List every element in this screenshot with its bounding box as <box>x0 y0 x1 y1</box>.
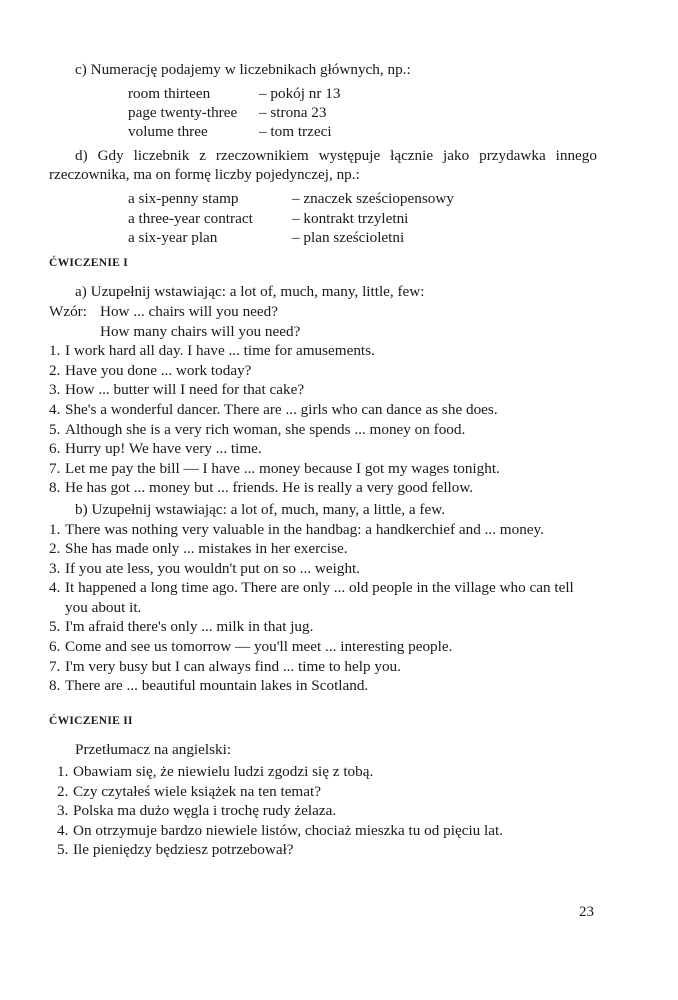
example-en: a six-penny stamp <box>128 190 239 207</box>
exercise-2-instruction: Przetłumacz na angielski: <box>75 741 232 759</box>
list-item <box>49 380 597 400</box>
list-item <box>57 762 597 782</box>
list-item <box>57 821 597 841</box>
exercise-1b-list <box>49 520 597 696</box>
section-c-examples <box>128 84 597 142</box>
item-number: 3. <box>49 559 61 577</box>
list-item <box>49 420 597 440</box>
item-number: 1. <box>49 520 61 538</box>
list-item <box>49 520 597 540</box>
list-item <box>49 478 597 498</box>
example-row <box>128 122 597 141</box>
item-text: He has got ... money but ... friends. He is really a very good fellow. <box>65 479 474 497</box>
exercise-1a-list <box>49 341 597 498</box>
item-number: 4. <box>49 579 61 597</box>
list-item <box>49 578 597 617</box>
item-text: She's a wonderful dancer. There are ... girls who can dance as she does. <box>65 400 498 418</box>
item-text: How ... butter will I need for that cake? <box>65 381 305 399</box>
list-item <box>57 782 597 802</box>
item-text: Although she is a very rich woman, she spends ... money on food. <box>65 420 466 438</box>
list-item <box>49 657 597 677</box>
example-row <box>128 103 597 122</box>
page-content <box>49 60 597 860</box>
list-item <box>49 400 597 420</box>
example-pl: – znaczek sześciopensowy <box>292 190 454 207</box>
example-row <box>128 189 597 209</box>
item-number: 8. <box>49 479 61 497</box>
item-number: 2. <box>49 540 61 558</box>
item-text: Czy czytałeś wiele książek na ten temat? <box>73 782 321 800</box>
list-item <box>49 559 597 579</box>
wzor-example <box>49 302 597 322</box>
example-pl: – kontrakt trzyletni <box>292 209 409 227</box>
item-number: 3. <box>49 381 61 399</box>
item-text: I'm afraid there's only ... milk in that jug. <box>65 618 314 636</box>
section-d-examples <box>128 189 597 248</box>
item-number: 5. <box>49 618 61 636</box>
list-item <box>57 840 597 860</box>
exercise-1b-instruction: b) Uzupełnij wstawiając: a lot of, much, many, a little, a few. <box>75 500 446 518</box>
page-number: 23 <box>579 904 594 920</box>
item-text: There are ... beautiful mountain lakes in Scotland. <box>65 677 369 695</box>
exercise-1-heading: ĆWICZENIE I <box>49 256 129 269</box>
item-number: 5. <box>49 420 61 438</box>
list-item <box>49 637 597 657</box>
item-number: 4. <box>57 821 69 839</box>
item-text: I'm very busy but I can always find ... time to help you. <box>65 657 401 675</box>
wzor-question: How ... chairs will you need? <box>100 302 278 320</box>
item-number: 5. <box>57 841 69 859</box>
item-number: 8. <box>49 677 61 695</box>
item-text: I work hard all day. I have ... time for amusements. <box>65 342 375 360</box>
example-pl: – tom trzeci <box>259 123 332 141</box>
example-pl: – plan sześcioletni <box>292 229 405 247</box>
item-text: Come and see us tomorrow — you'll meet ... interesting people. <box>65 638 453 656</box>
exercise-2-list <box>49 762 597 860</box>
list-item <box>49 617 597 637</box>
item-text: On otrzymuje bardzo niewiele listów, chociaż mieszka tu od pięciu lat. <box>73 821 504 839</box>
example-row <box>128 209 597 229</box>
list-item <box>49 341 597 361</box>
item-number: 3. <box>57 802 69 820</box>
list-item <box>49 676 597 696</box>
example-en: room thirteen <box>128 84 211 102</box>
item-text: Ile pieniędzy będziesz potrzebował? <box>73 841 294 859</box>
exercise-2-heading: ĆWICZENIE II <box>49 714 133 727</box>
example-pl: – pokój nr 13 <box>259 84 341 102</box>
item-text: It happened a long time ago. There are only ... old people in the village who can tell you about it. <box>65 579 574 616</box>
example-pl: – strona 23 <box>259 104 327 121</box>
item-number: 1. <box>49 342 61 360</box>
item-number: 2. <box>57 782 69 800</box>
list-item <box>49 361 597 381</box>
example-en: a three-year contract <box>128 209 253 227</box>
item-text: Hurry up! We have very ... time. <box>65 440 262 458</box>
list-item <box>49 539 597 559</box>
item-text: Obawiam się, że niewielu ludzi zgodzi się z tobą. <box>73 763 374 781</box>
item-number: 7. <box>49 459 61 477</box>
item-text: Let me pay the bill — I have ... money because I got my wages tonight. <box>65 459 500 477</box>
list-item <box>57 801 597 821</box>
example-en: volume three <box>128 123 208 141</box>
wzor-answer: How many chairs will you need? <box>100 322 301 340</box>
item-number: 6. <box>49 638 61 656</box>
section-d-text: d) Gdy liczebnik z rzeczownikiem występuje łącznie jako przydawka innego rzeczownika, ma on formę liczby pojedynczej, np.: <box>49 146 597 184</box>
example-en: page twenty-three <box>128 104 238 121</box>
item-text: If you ate less, you wouldn't put on so ... weight. <box>65 559 361 577</box>
example-en: a six-year plan <box>128 229 218 247</box>
item-number: 2. <box>49 361 61 379</box>
item-number: 4. <box>49 400 61 418</box>
item-number: 7. <box>49 657 61 675</box>
exercise-1a-instruction: a) Uzupełnij wstawiając: a lot of, much, many, little, few: <box>75 283 425 301</box>
example-row <box>128 228 597 248</box>
example-row <box>128 84 597 103</box>
item-number: 6. <box>49 440 61 458</box>
item-text: Polska ma dużo węgla i trochę rudy żelaza. <box>73 802 337 820</box>
section-c-text: c) Numerację podajemy w liczebnikach głównych, np.: <box>75 61 411 78</box>
wzor-label: Wzór: <box>49 302 87 320</box>
item-number: 1. <box>57 763 69 781</box>
item-text: There was nothing very valuable in the handbag: a handkerchief and ... money. <box>65 520 544 538</box>
item-text: Have you done ... work today? <box>65 361 252 379</box>
list-item <box>49 459 597 479</box>
list-item <box>49 439 597 459</box>
item-text: She has made only ... mistakes in her exercise. <box>65 540 348 558</box>
spacer <box>49 696 597 706</box>
